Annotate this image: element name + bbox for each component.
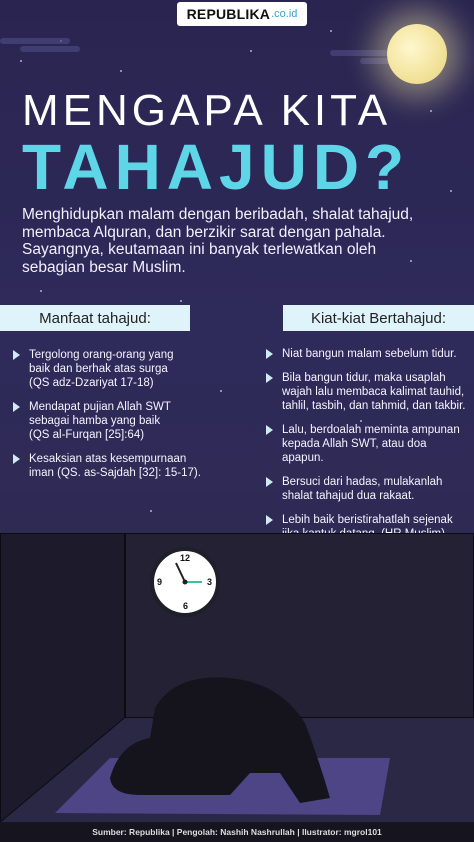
logo-brand: REPUBLIKA: [186, 6, 271, 22]
bullet-icon: [266, 515, 273, 525]
republika-logo[interactable]: [177, 2, 307, 26]
moon-icon: [387, 24, 447, 84]
benefit-item: Mendapat pujian Allah SWT sebagai hamba yang baik (QS al-Furqan [25]:64): [13, 400, 203, 442]
tip-item: Bila bangun tidur, maka usaplah wajah lalu membaca kalimat tauhid, tahlil, tasbih, dan tahmid, dan takbir.: [266, 371, 466, 413]
clock-number-12: 12: [180, 553, 191, 563]
bullet-icon: [266, 349, 273, 359]
benefits-list: [13, 348, 203, 490]
clock-number-9: 9: [157, 577, 163, 587]
tip-item: Lebih baik beristirahatlah sejenak: [266, 513, 466, 541]
room-illustration: [0, 533, 474, 823]
tip-item: Niat bangun malam sebelum tidur.: [266, 347, 466, 361]
bullet-icon: [13, 454, 20, 464]
clock-icon: [150, 547, 220, 617]
title-line-1: MENGAPA KITA: [22, 86, 392, 135]
bullet-icon: [266, 425, 273, 435]
clock-number-3: 3: [207, 577, 213, 587]
bullet-icon: [13, 402, 20, 412]
bullet-icon: [266, 477, 273, 487]
benefit-item: Kesaksian atas kesempurnaan iman (QS. as-Sajdah [32]: 15-17).: [13, 452, 203, 480]
benefit-item: Tergolong orang-orang yang baik dan berhak atas surga (QS adz-Dzariyat 17-18): [13, 348, 203, 390]
bullet-icon: [13, 350, 20, 360]
clock-number-6: 6: [183, 601, 189, 611]
tip-item: Bersuci dari hadas, mulakanlah shalat tahajud dua rakaat.: [266, 475, 466, 503]
title-line-2: TAHAJUD?: [22, 131, 411, 203]
benefits-heading: Manfaat tahajud:: [0, 305, 190, 331]
credits-footer: Sumber: Republika | Pengolah: Nashih Nashrullah | Ilustrator: mgrol101: [0, 822, 474, 842]
clock-hands: [154, 551, 216, 613]
bullet-icon: [266, 373, 273, 383]
tips-heading: Kiat-kiat Bertahajud:: [283, 305, 474, 331]
cloud-shape: [0, 38, 70, 44]
intro-text: Menghidupkan malam dengan beribadah, shalat tahajud, membaca Alquran, dan berzikir sarat dengan pahala. Sayangnya, keutamaan ini banyak terlewatkan oleh sebagian besar Muslim.: [22, 206, 414, 276]
cloud-shape: [20, 46, 80, 52]
tip-item: Lalu, berdoalah meminta ampunan kepada Allah SWT, atau doa apapun.: [266, 423, 466, 465]
logo-domain: .co.id: [271, 8, 298, 20]
